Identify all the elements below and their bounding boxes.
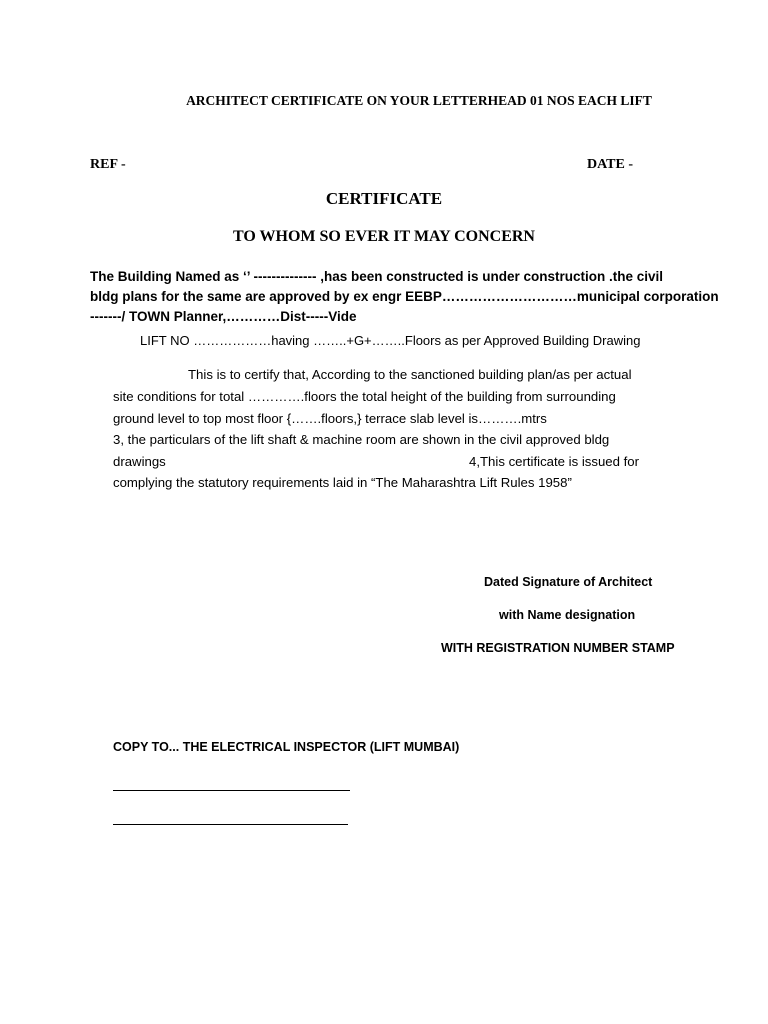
- body-line-5-start: drawings: [113, 454, 166, 469]
- body-line-2: site conditions for total ………….floors the total height of the building from surrounding: [113, 389, 616, 404]
- signature-line-2: with Name designation: [499, 608, 636, 622]
- body-line-6: complying the statutory requirements laid in “The Maharashtra Lift Rules 1958”: [113, 475, 572, 490]
- body-line-1: This is to certify that, According to the sanctioned building plan/as per actual: [188, 367, 632, 382]
- intro-line-2: bldg plans for the same are approved by ex engr EEBP…………………………municipal corporation: [90, 289, 719, 304]
- intro-line-3: -------/ TOWN Planner,…………Dist-----Vide: [90, 309, 357, 324]
- certificate-heading: CERTIFICATE: [325, 189, 443, 208]
- blank-line-2: [113, 824, 348, 825]
- concern-heading: TO WHOM SO EVER IT MAY CONCERN: [233, 228, 535, 245]
- blank-line-1: [113, 790, 350, 791]
- ref-label: REF -: [90, 157, 126, 172]
- copy-to-line: COPY TO... THE ELECTRICAL INSPECTOR (LIFT MUMBAI): [113, 740, 460, 754]
- lift-details-line: LIFT NO ………………having ……..+G+……..Floors as per Approved Building Drawing: [140, 333, 641, 348]
- letterhead-title: ARCHITECT CERTIFICATE ON YOUR LETTERHEAD 01 NOS EACH LIFT: [186, 93, 652, 108]
- date-label: DATE -: [587, 157, 634, 172]
- body-line-3: ground level to top most floor {…….floors,} terrace slab level is……….mtrs: [113, 411, 547, 426]
- signature-line-3: WITH REGISTRATION NUMBER STAMP: [441, 641, 675, 655]
- intro-line-1: The Building Named as ‘’ -------------- ,has been constructed is under construction .the civil: [90, 269, 664, 284]
- body-line-4: 3, the particulars of the lift shaft & machine room are shown in the civil approved bldg: [113, 432, 610, 447]
- signature-line-1: Dated Signature of Architect: [484, 575, 653, 589]
- body-line-5-end: 4,This certificate is issued for: [469, 454, 640, 469]
